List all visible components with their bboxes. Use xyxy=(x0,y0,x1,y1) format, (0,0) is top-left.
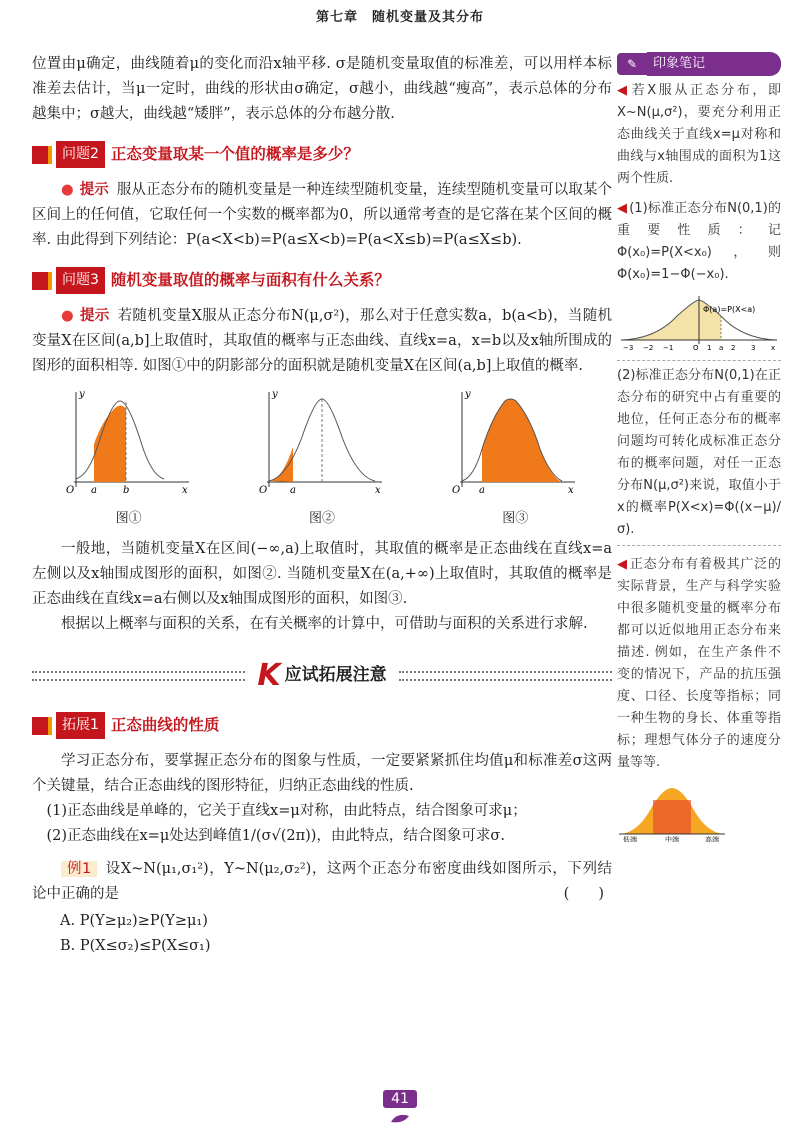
normal-curve-figure-1 xyxy=(64,387,194,497)
side-note-text: 正态分布有着极其广泛的实际背景，生产与科学实验中很多随机变量的概率分布都可以近似地用正态分布来描述. 例如，在生产条件不变的情况下，产品的抗压强度、口径、长度等指标；同一种生物的身长、体重等指标；理想气体分子的速度分量等等. xyxy=(617,557,781,770)
axis-x-label: x xyxy=(568,485,574,496)
triangle-icon: ◀ xyxy=(617,557,628,572)
tick-label: 2 xyxy=(731,344,736,352)
question-2-hint xyxy=(32,178,612,253)
section-badge: K xyxy=(257,658,281,693)
tick-label: O xyxy=(693,344,699,352)
hint-text: 服从正态分布的随机变量是一种连续型随机变量，连续型随机变量可以取某个区间上的任何值，它取任何一个实数的概率都为0，所以通常考查的是它落在某个区间的概率. 由此得到下列结论：P(a<X<b)=P(a≤X<b)=P(a<X≤b)=P(a≤X≤b). xyxy=(32,182,613,248)
hint-text: 若随机变量X服从正态分布N(μ,σ²)，那么对于任意实数a，b(a<b)，当随机变量X在区间(a,b]上取值时，其取值的概率与正态曲线、直线x=a，x=b以及x轴所围成的图形的面积相等. 如图①中的阴影部分的面积就是随机变量X在区间(a,b]上取值的概率. xyxy=(32,308,613,374)
side-note-text: 若X服从正态分布，即X~N(μ,σ²)，要充分利用正态曲线关于直线x=μ对称和曲线与x轴围成的面积为1这两个性质. xyxy=(617,83,781,186)
extension-tag: 拓展1 xyxy=(56,712,105,739)
example-1 xyxy=(32,857,612,907)
extension-title: 正态曲线的性质 xyxy=(110,716,220,734)
normal-curve-figure-2 xyxy=(257,387,387,497)
phi-label: Φ(a)=P(X<a) xyxy=(703,305,756,314)
question-2-heading xyxy=(32,141,612,168)
page-number: 41 xyxy=(383,1090,417,1108)
illustration-label: 中端 xyxy=(665,836,679,842)
intro-paragraph: 位置由μ确定，曲线随着μ的变化而沿x轴平移. σ是随机变量取值的标准差，可以用样本标准差去估计，当μ一定时，曲线的形状由σ确定，σ越小，曲线越“瘦高”，表示总体的分布越集中；σ越大，曲线越“矮胖”，表示总体的分布越分散. xyxy=(32,56,612,122)
a-label: a xyxy=(479,485,486,496)
side-note-3: (2)标准正态分布N(0,1)在正态分布的研究中占有重要的地位，任何正态分布的概率问题均可转化成标准正态分布的概率问题，对任一正态分布N(μ,σ²)来说，取值小于x的概率P(X<x)=Φ((x−μ)/σ). xyxy=(617,360,781,546)
question-tag: 问题3 xyxy=(56,267,105,294)
a-label: a xyxy=(90,485,97,496)
example-tag: 例1 xyxy=(61,861,97,877)
tick-label: x xyxy=(771,344,776,352)
figure-3 xyxy=(450,387,580,531)
sidebar-heading-label: 印象笔记 xyxy=(647,52,781,76)
triangle-icon: ◀ xyxy=(617,83,630,98)
dotted-rule xyxy=(32,671,245,681)
example-text: 设X~N(μ₁,σ₁²)，Y~N(μ₂,σ₂²)，这两个正态分布密度曲线如图所示，下列结论中正确的是 xyxy=(32,861,612,902)
standard-normal-mini-figure xyxy=(617,294,781,352)
figure-caption: 图② xyxy=(308,511,335,526)
property-item-1: (1)正态曲线是单峰的，它关于直线x=μ对称，由此特点，结合图象可求μ； xyxy=(46,803,527,819)
dotted-rule xyxy=(399,671,612,681)
illustration-label: 高端 xyxy=(705,836,719,842)
notebook-icon: ✎ xyxy=(617,53,647,75)
axis-y-label: y xyxy=(78,389,85,400)
tick-label: 3 xyxy=(751,344,756,352)
a-label: a xyxy=(289,485,296,496)
question-title: 正态变量取某一个值的概率是多少？ xyxy=(110,145,359,163)
b-label: b xyxy=(122,485,130,496)
answer-blank: ( ) xyxy=(563,886,604,902)
paragraph-after-figures: 一般地，当随机变量X在区间(−∞,a)上取值时，其取值的概率是正态曲线在直线x=a左侧以及x轴围成图形的面积，如图②. 当随机变量X在(a,+∞)上取值时，其取值的概率是正态曲线在直线x=a右侧以及x轴围成图形的面积，如图③. xyxy=(32,541,612,607)
axis-y-label: y xyxy=(465,389,471,400)
main-column xyxy=(32,52,612,959)
paragraph-relation: 根据以上概率与面积的关系，在有关概率的计算中，可借助与面积的关系进行求解. xyxy=(61,616,588,632)
illustration-label: 低端 xyxy=(623,836,637,842)
tick-label: a xyxy=(719,344,724,352)
side-note-text: (1)标准正态分布N(0,1)的重要性质：记Φ(x₀)=P(X<x₀)，则Φ(x₀)=1−Φ(−x₀). xyxy=(617,201,781,282)
axis-y-label: y xyxy=(271,389,278,400)
sidebar-heading xyxy=(617,52,781,76)
bell-curve-illustration xyxy=(617,782,727,842)
side-note-2 xyxy=(617,198,781,286)
figure-2 xyxy=(257,387,387,531)
question-title: 随机变量取值的概率与面积有什么关系？ xyxy=(110,271,390,289)
axis-x-label: x xyxy=(374,485,381,496)
hint-label: ● 提示 xyxy=(61,308,110,324)
hint-label: ● 提示 xyxy=(61,182,109,198)
book-icon xyxy=(32,272,52,290)
side-note-1 xyxy=(617,80,781,190)
axis-x-label: x xyxy=(181,485,188,496)
option-b: B. P(X≤σ₂)≤P(X≤σ₁) xyxy=(60,938,211,954)
question-tag: 问题2 xyxy=(56,141,105,168)
question-3-heading xyxy=(32,267,612,294)
origin-label: O xyxy=(65,485,74,496)
figure-row xyxy=(32,387,612,531)
property-list xyxy=(32,799,612,849)
sidebar-notes xyxy=(617,52,781,850)
figure-caption: 图③ xyxy=(502,511,529,526)
tick-label: −1 xyxy=(663,344,674,352)
side-note-4 xyxy=(617,554,781,774)
extension-intro: 学习正态分布，要掌握正态分布的图象与性质，一定要紧紧抓住均值μ和标准差σ这两个关键量，结合正态曲线的图形特征，归纳正态曲线的性质. xyxy=(32,753,612,794)
option-list xyxy=(32,909,612,959)
tick-label: −2 xyxy=(643,344,654,352)
chapter-header: 第七章 随机变量及其分布 xyxy=(315,10,484,25)
leaf-icon xyxy=(389,1112,411,1126)
book-icon xyxy=(32,146,52,164)
book-icon xyxy=(32,717,52,735)
figure-caption: 图① xyxy=(115,511,142,526)
origin-label: O xyxy=(452,485,461,496)
tick-label: −3 xyxy=(623,344,634,352)
figure-1 xyxy=(64,387,194,531)
option-a: A. P(Y≥μ₂)≥P(Y≥μ₁) xyxy=(60,913,208,929)
section-title xyxy=(257,658,387,693)
extension-1-heading xyxy=(32,712,612,739)
triangle-icon: ◀ xyxy=(617,201,628,216)
question-3-hint xyxy=(32,304,612,379)
tick-label: 1 xyxy=(707,344,712,352)
page-footer xyxy=(0,1088,800,1126)
property-item-2: (2)正态曲线在x=μ处达到峰值1/(σ√(2π))，由此特点，结合图象可求σ. xyxy=(46,828,505,844)
section-title-text: 应试拓展注意 xyxy=(284,665,387,685)
normal-curve-figure-3 xyxy=(450,387,580,497)
section-banner xyxy=(32,658,612,693)
origin-label: O xyxy=(258,485,268,496)
